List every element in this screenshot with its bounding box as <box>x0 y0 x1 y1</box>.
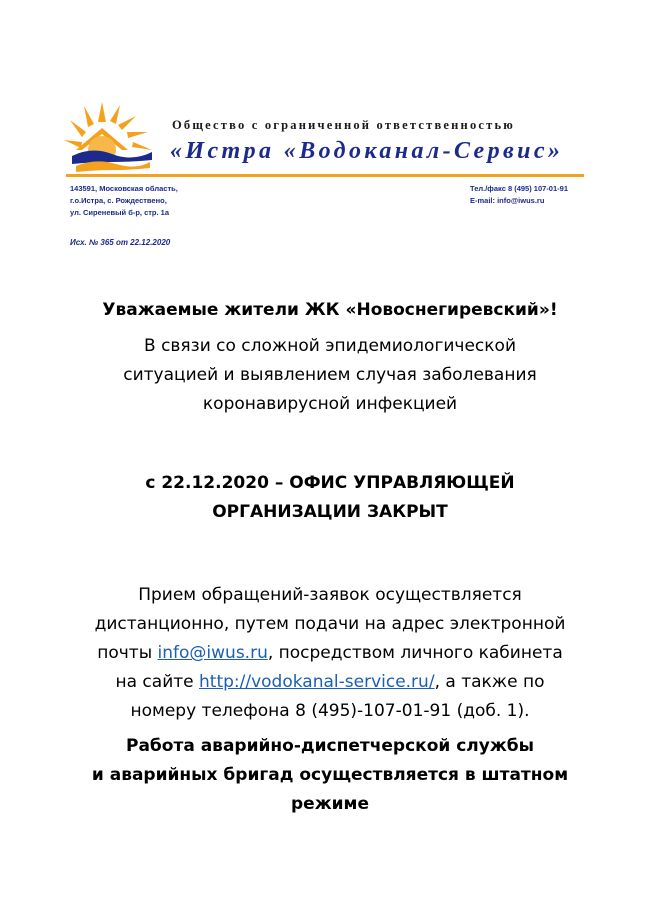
address-block <box>70 183 178 219</box>
intro-line: коронавирусной инфекцией <box>202 394 458 414</box>
email-link[interactable]: info@iwus.ru <box>157 643 268 663</box>
org-type: Общество с ограниченной ответственностью <box>172 118 516 132</box>
email-text: E-mail: info@iwus.ru <box>470 196 545 205</box>
paragraph-line: на сайте http://vodokanal-service.ru/, а также по <box>115 672 545 692</box>
company-logo <box>62 100 162 180</box>
headline-line: ОРГАНИЗАЦИИ ЗАКРЫТ <box>212 502 448 522</box>
closing-line: Работа аварийно-диспетчерской службы <box>125 736 534 756</box>
address-line: 143591, Московская область, <box>70 184 178 193</box>
org-name: «Истра «Водоканал-Сервис» <box>170 138 564 164</box>
closing-line: и аварийных бригад осуществляется в штатном <box>91 765 569 785</box>
outgoing-number: Исх. № 365 от 22.12.2020 <box>70 238 171 247</box>
intro-line: В связи со сложной эпидемиологической <box>144 336 516 356</box>
site-link[interactable]: http://vodokanal-service.ru/ <box>199 672 435 692</box>
headline-line: с 22.12.2020 – ОФИС УПРАВЛЯЮЩЕЙ <box>145 473 515 493</box>
intro-line: ситуацией и выявлением случая заболевания <box>123 365 537 385</box>
header-divider <box>66 174 584 177</box>
paragraph-line: Прием обращений-заявок осуществляется <box>138 585 522 605</box>
paragraph-line: почты info@iwus.ru, посредством личного кабинета <box>97 643 563 663</box>
notice-body <box>60 296 600 819</box>
paragraph-line: номеру телефона 8 (495)-107-01-91 (доб. 1). <box>130 701 530 721</box>
contact-block <box>470 183 568 207</box>
phone-text: Тел./факс 8 (495) 107-01-91 <box>470 184 568 193</box>
closing-line: режиме <box>291 794 369 814</box>
address-line: г.о.Истра, с. Рождествено, <box>70 196 167 205</box>
address-line: ул. Сиреневый б-р, стр. 1а <box>70 208 170 217</box>
greeting: Уважаемые жители ЖК «Новоснегиревский»! <box>102 300 558 320</box>
paragraph-line: дистанционно, путем подачи на адрес электронной <box>94 614 566 634</box>
